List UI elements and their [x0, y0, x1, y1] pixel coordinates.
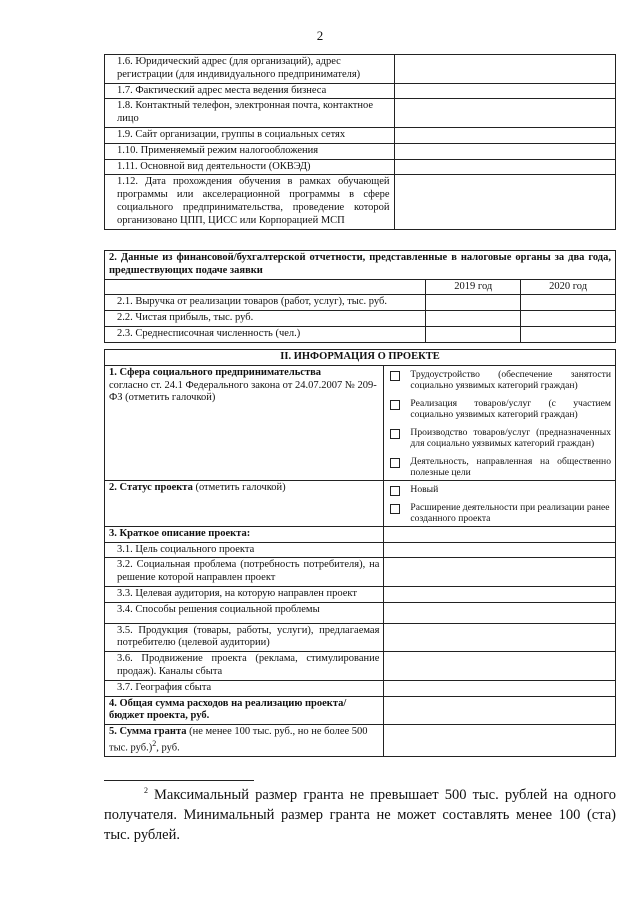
table-row: [105, 680, 616, 696]
row-label: 3.4. Способы решения социальной проблемы: [105, 602, 384, 623]
table-row: [105, 143, 616, 159]
sphere-option-employment[interactable]: Трудоустройство (обеспечение занятости социально уязвимых категорий граждан): [388, 369, 611, 392]
year-2020-header: 2020 год: [521, 279, 616, 295]
checkbox[interactable]: [390, 504, 400, 514]
value-cell[interactable]: [384, 652, 616, 681]
row-label: 3.1. Цель социального проекта: [105, 542, 384, 558]
value-cell[interactable]: [521, 311, 616, 327]
project-info-table: [104, 349, 616, 757]
applicant-info-table: [104, 54, 616, 230]
status-option-expansion[interactable]: Расширение деятельности при реализации ранее созданного проекта: [388, 502, 611, 525]
footnote-divider: [104, 780, 254, 781]
project-section-title: II. ИНФОРМАЦИЯ О ПРОЕКТЕ: [105, 350, 616, 366]
grant-row: [105, 725, 616, 757]
value-cell[interactable]: [426, 326, 521, 342]
value-cell[interactable]: [384, 680, 616, 696]
table-row: [105, 83, 616, 99]
value-cell[interactable]: [394, 175, 615, 229]
value-cell[interactable]: [394, 127, 615, 143]
status-option-new[interactable]: Новый: [388, 484, 611, 496]
table-header-row: [105, 251, 616, 280]
row-label: 3.5. Продукция (товары, работы, услуги), предлагаемая потребителю (целевой аудитории): [105, 623, 384, 652]
value-cell[interactable]: [394, 55, 615, 84]
row-label: 2.2. Чистая прибыль, тыс. руб.: [105, 311, 426, 327]
checkbox[interactable]: [390, 486, 400, 496]
value-cell[interactable]: [384, 586, 616, 602]
total-expenses-label: 4. Общая сумма расходов на реализацию проекта/бюджет проекта, руб.: [105, 696, 384, 725]
row-label: 2.1. Выручка от реализации товаров (работ, услуг), тыс. руб.: [105, 295, 426, 311]
row-label: 1.6. Юридический адрес (для организаций), адрес регистрации (для индивидуального предпринимателя): [105, 55, 395, 84]
value-cell[interactable]: [384, 725, 616, 757]
value-cell[interactable]: [394, 83, 615, 99]
checkbox[interactable]: [390, 429, 400, 439]
value-cell[interactable]: [521, 326, 616, 342]
total-row: [105, 696, 616, 725]
row-label: 1.9. Сайт организации, группы в социальных сетях: [105, 127, 395, 143]
table-row: [105, 602, 616, 623]
value-cell[interactable]: [384, 696, 616, 725]
checkbox[interactable]: [390, 458, 400, 468]
table-row: [105, 652, 616, 681]
table-row: [105, 127, 616, 143]
value-cell[interactable]: [384, 542, 616, 558]
table-row: [105, 586, 616, 602]
financial-header: 2. Данные из финансовой/бухгалтерской отчетности, представленные в налоговые органы за два года, предшествующих подаче заявки: [105, 251, 616, 280]
status-row: [105, 480, 616, 526]
value-cell[interactable]: [521, 295, 616, 311]
row-label: 3.2. Социальная проблема (потребность потребителя), на решение которой направлен проект: [105, 558, 384, 587]
sphere-option-sales[interactable]: Реализация товаров/услуг (с участием социально уязвимых категорий граждан): [388, 398, 611, 421]
value-cell[interactable]: [384, 602, 616, 623]
sphere-option-public-benefit[interactable]: Деятельность, направленная на общественно полезные цели: [388, 456, 611, 479]
row-label: 3.6. Продвижение проекта (реклама, стимулирование продаж). Каналы сбыта: [105, 652, 384, 681]
table-row: [105, 542, 616, 558]
table-row: [105, 558, 616, 587]
brief-description-header: 3. Краткое описание проекта:: [105, 526, 384, 542]
sphere-option-production[interactable]: Производство товаров/услуг (предназначенных для социально уязвимых категорий граждан): [388, 427, 611, 450]
footnote-text: Максимальный размер гранта не превышает 500 тыс. рублей на одного получателя. Минимальный размер гранта не может составлять менее 100 (ста) тыс. рублей.: [104, 787, 616, 843]
table-row: [105, 311, 616, 327]
sphere-title: 1. Сфера социального предпринимательства: [109, 366, 322, 378]
row-label: 3.3. Целевая аудитория, на которую направлен проект: [105, 586, 384, 602]
value-cell[interactable]: [426, 311, 521, 327]
value-cell[interactable]: [426, 295, 521, 311]
table-row: [105, 623, 616, 652]
financial-data-table: [104, 250, 616, 343]
row-label: 1.7. Фактический адрес места ведения бизнеса: [105, 83, 395, 99]
table-row: [105, 295, 616, 311]
table-row: [105, 159, 616, 175]
row-label: 1.10. Применяемый режим налогообложения: [105, 143, 395, 159]
year-header-row: [105, 279, 616, 295]
table-row: [105, 99, 616, 128]
value-cell[interactable]: [394, 99, 615, 128]
sphere-description: согласно ст. 24.1 Федерального закона от 24.07.2007 № 209-ФЗ (отметить галочкой): [109, 379, 377, 404]
brief-header-row: [105, 526, 616, 542]
value-cell[interactable]: [384, 558, 616, 587]
value-cell[interactable]: [384, 623, 616, 652]
sphere-label: [105, 365, 384, 480]
year-2019-header: 2019 год: [426, 279, 521, 295]
value-cell[interactable]: [394, 159, 615, 175]
row-label: 3.7. География сбыта: [105, 680, 384, 696]
footnote-ref: 2: [152, 738, 157, 748]
table-row: [105, 326, 616, 342]
row-label: 1.8. Контактный телефон, электронная почта, контактное лицо: [105, 99, 395, 128]
grant-amount-label: 5. Сумма гранта (не менее 100 тыс. руб., но не более 500 тыс. руб.)$^2$, руб.: [105, 725, 384, 757]
status-options: [384, 480, 616, 526]
page-number: 2: [316, 28, 324, 43]
row-label: 1.11. Основной вид деятельности (ОКВЭД): [105, 159, 395, 175]
sphere-options: [384, 365, 616, 480]
checkbox[interactable]: [390, 400, 400, 410]
row-label: 1.12. Дата прохождения обучения в рамках обучающей программы или акселерационной программы в сфере социального предпринимательства, проведение которой организовано ЦПП, ЦИСС или Корпорацией МСП: [105, 175, 395, 229]
section-header-row: [105, 350, 616, 366]
table-row: [105, 175, 616, 229]
footnote: [104, 785, 616, 845]
status-label: 2. Статус проекта (отметить галочкой): [105, 480, 384, 526]
sphere-row: [105, 365, 616, 480]
table-row: [105, 55, 616, 84]
value-cell[interactable]: [394, 143, 615, 159]
checkbox[interactable]: [390, 371, 400, 381]
footnote-mark: 2: [144, 786, 148, 796]
row-label: 2.3. Среднесписочная численность (чел.): [105, 326, 426, 342]
